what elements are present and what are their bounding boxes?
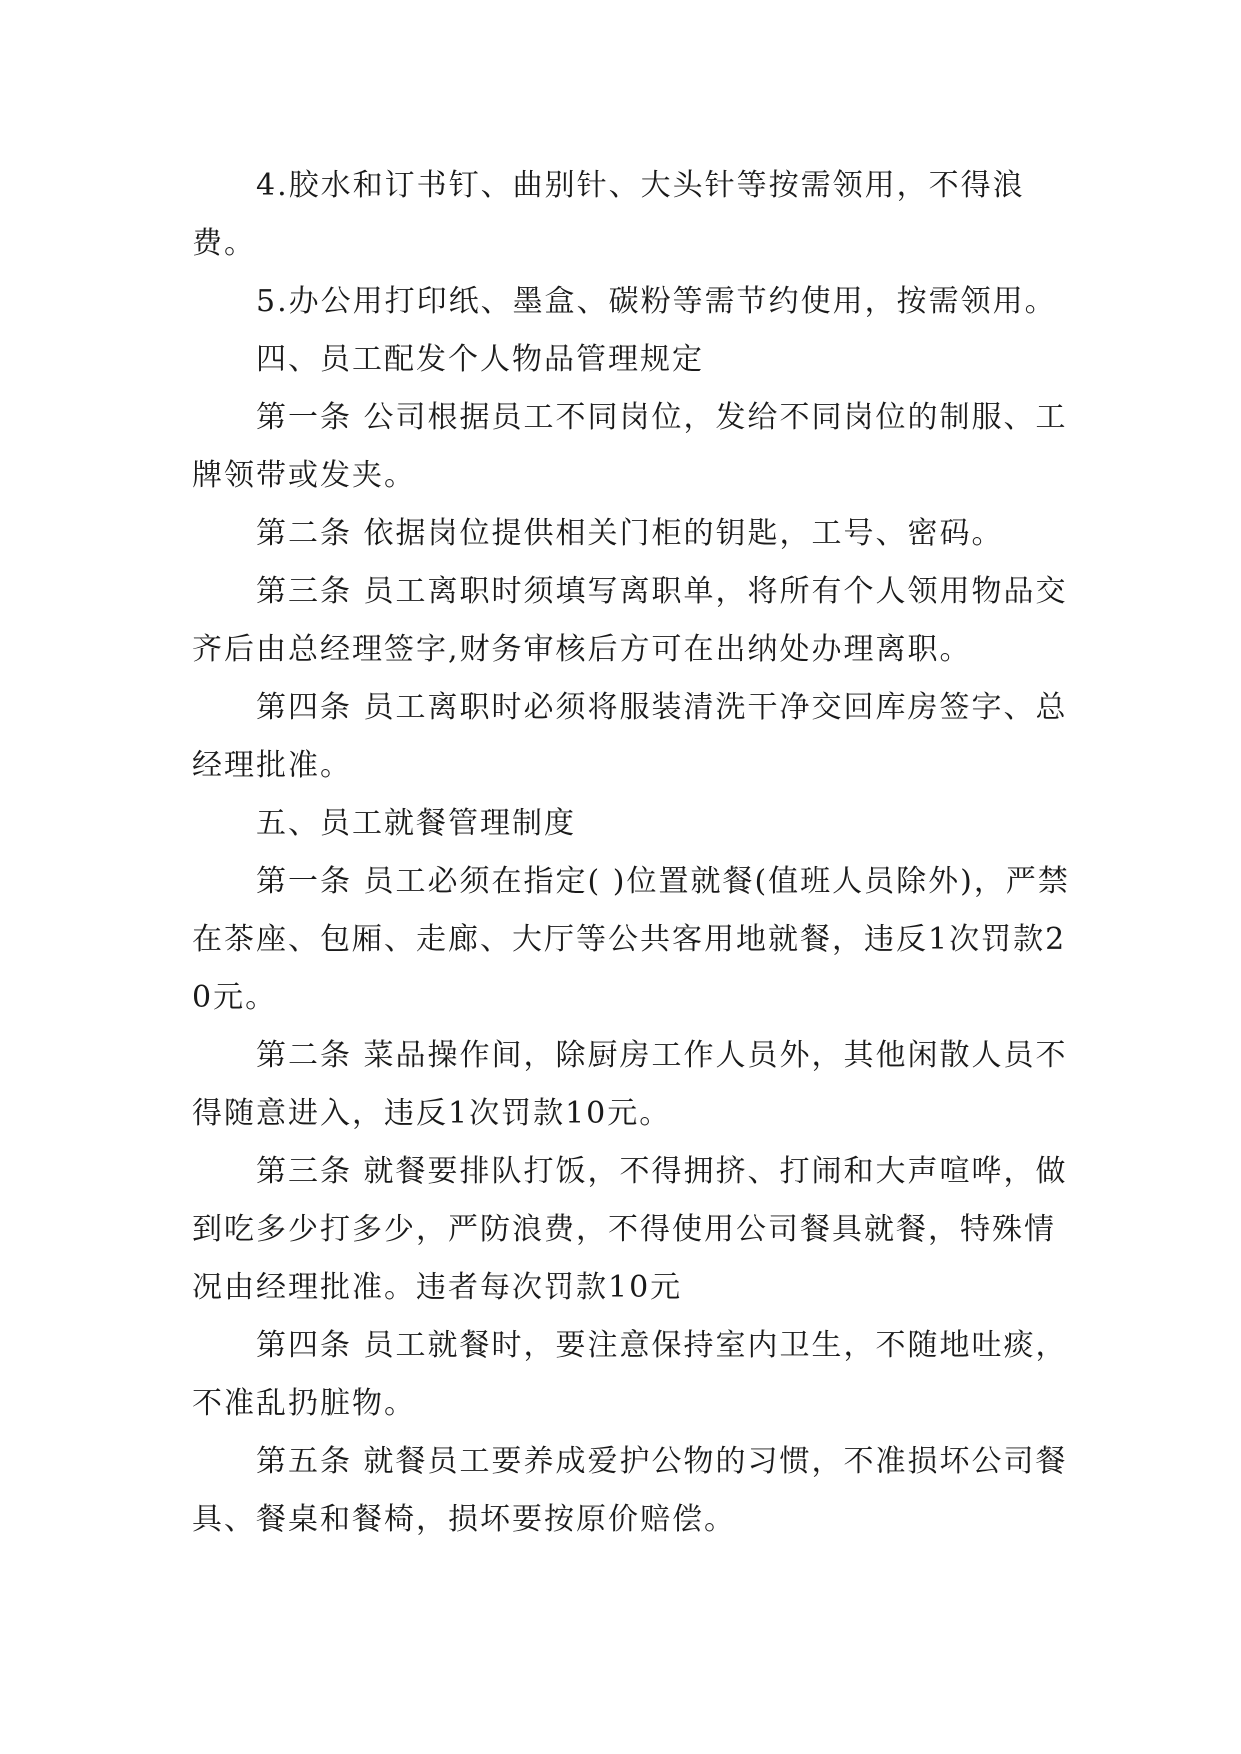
paragraph-printing-paper: 5.办公用打印纸、墨盒、碳粉等需节约使用，按需领用。 (256, 284, 1057, 319)
document-body (192, 157, 1072, 1549)
paragraph-article-4-clothing-return: 第四条 员工离职时必须将服装清洗干净交回库房签字、总经理批准。 (192, 690, 1068, 783)
paragraph-glue-staples: 4.胶水和订书钉、曲别针、大头针等按需领用，不得浪费。 (192, 168, 1025, 261)
section-heading-personal-items: 四、员工配发个人物品管理规定 (256, 342, 704, 377)
paragraph-dining-article-1: 第一条 员工必须在指定( )位置就餐(值班人员除外)，严禁在茶座、包厢、走廊、大厅等公共客用地就餐，违反1次罚款20元。 (192, 864, 1070, 1015)
paragraph-dining-article-3: 第三条 就餐要排队打饭，不得拥挤、打闹和大声喧哗，做到吃多少打多少，严防浪费，不得使用公司餐具就餐，特殊情况由经理批准。违者每次罚款10元 (192, 1154, 1068, 1305)
paragraph-article-3-resignation: 第三条 员工离职时须填写离职单，将所有个人领用物品交齐后由总经理签字,财务审核后方可在出纳处办理离职。 (192, 574, 1068, 667)
paragraph-dining-article-5: 第五条 就餐员工要养成爱护公物的习惯，不准损坏公司餐具、餐桌和餐椅，损坏要按原价赔偿。 (192, 1444, 1068, 1537)
paragraph-article-1-uniforms: 第一条 公司根据员工不同岗位，发给不同岗位的制服、工牌领带或发夹。 (192, 400, 1068, 493)
paragraph-dining-article-4: 第四条 员工就餐时，要注意保持室内卫生，不随地吐痰，不准乱扔脏物。 (192, 1328, 1068, 1421)
paragraph-article-2-keys: 第二条 依据岗位提供相关门柜的钥匙，工号、密码。 (256, 516, 1004, 551)
paragraph-dining-article-2: 第二条 菜品操作间，除厨房工作人员外，其他闲散人员不得随意进入，违反1次罚款10元。 (192, 1038, 1068, 1131)
section-heading-dining: 五、员工就餐管理制度 (256, 806, 576, 841)
